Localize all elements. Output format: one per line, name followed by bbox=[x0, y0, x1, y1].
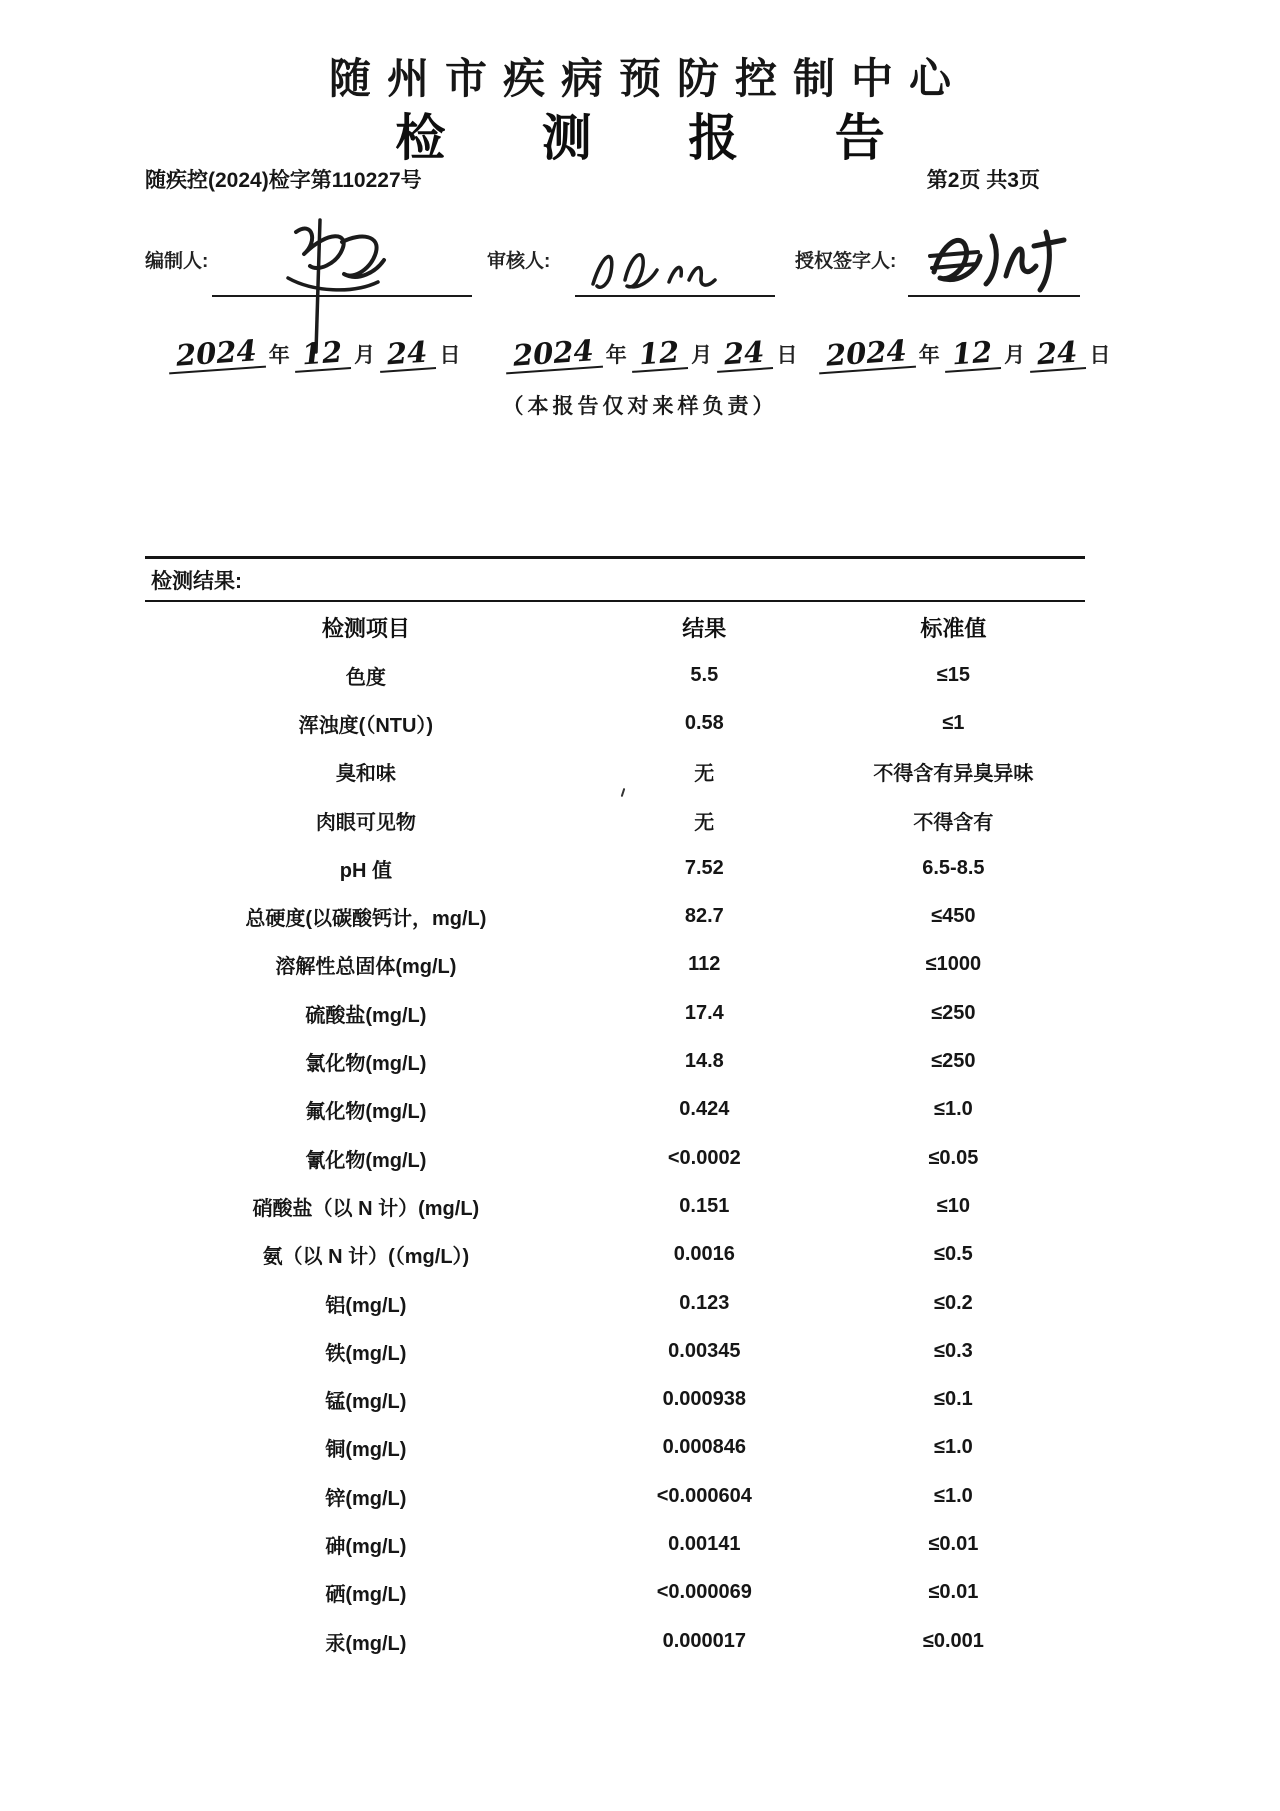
cell-standard: ≤0.01 bbox=[928, 1581, 979, 1604]
cell-result: 无 bbox=[694, 763, 715, 786]
table-row bbox=[145, 1231, 1085, 1279]
cell-standard: 不得含有 bbox=[913, 811, 994, 834]
table-row bbox=[145, 1520, 1085, 1568]
cell-item: 溶解性总固体(mg/L) bbox=[275, 956, 457, 979]
results-section-label: 检测结果: bbox=[151, 570, 242, 593]
org-name: 随州市疾病预防控制中心 bbox=[328, 57, 967, 103]
cell-standard: ≤0.001 bbox=[922, 1629, 984, 1652]
authorizer-label: 授权签字人: bbox=[795, 251, 897, 272]
authorizer-signature bbox=[922, 212, 1082, 304]
doc-number: 随疾控(2024)检字第110227号 bbox=[145, 169, 422, 192]
cell-result: 无 bbox=[694, 811, 715, 834]
report-title: 检 测 报 告 bbox=[395, 110, 927, 166]
preparer-date-year: 2024 bbox=[167, 335, 266, 375]
table-row bbox=[145, 651, 1085, 699]
cell-item: 臭和味 bbox=[335, 763, 396, 786]
cell-result: 0.424 bbox=[679, 1098, 730, 1121]
cell-result: 0.123 bbox=[679, 1291, 730, 1314]
table-row bbox=[145, 989, 1085, 1037]
cell-item: 氨（以 N 计）(（mg/L）) bbox=[262, 1246, 470, 1269]
table-row bbox=[145, 1086, 1085, 1134]
year-unit: 年 bbox=[268, 344, 290, 367]
cell-item: 铜(mg/L) bbox=[325, 1439, 407, 1462]
table-row bbox=[145, 1037, 1085, 1085]
cell-standard: ≤0.3 bbox=[934, 1339, 973, 1362]
preparer-date-day: 24 bbox=[378, 336, 437, 373]
cell-item: 氟化物(mg/L) bbox=[305, 1101, 427, 1124]
cell-standard: ≤250 bbox=[931, 1050, 976, 1073]
cell-item: 硫酸盐(mg/L) bbox=[305, 1004, 427, 1027]
table-row bbox=[145, 748, 1085, 796]
cell-result: 14.8 bbox=[684, 1050, 724, 1073]
cell-result: 0.00141 bbox=[668, 1532, 741, 1555]
table-row bbox=[145, 941, 1085, 989]
preparer-label: 编制人: bbox=[145, 251, 209, 272]
column-header-item: 检测项目 bbox=[321, 616, 410, 641]
cell-standard: 6.5-8.5 bbox=[922, 856, 985, 879]
table-row bbox=[145, 1617, 1085, 1665]
cell-result: 112 bbox=[688, 953, 721, 976]
table-row bbox=[145, 1472, 1085, 1520]
preparer-date-month: 12 bbox=[293, 336, 352, 373]
table-row bbox=[145, 796, 1085, 844]
cell-standard: ≤1 bbox=[942, 711, 965, 734]
cell-item: 锌(mg/L) bbox=[325, 1487, 407, 1510]
cell-standard: ≤0.5 bbox=[934, 1243, 973, 1266]
authorizer-date bbox=[818, 333, 1114, 373]
cell-item: 氰化物(mg/L) bbox=[305, 1149, 427, 1172]
cell-item: pH 值 bbox=[339, 859, 392, 882]
table-row bbox=[145, 1569, 1085, 1617]
table-row bbox=[145, 1424, 1085, 1472]
table-row bbox=[145, 1279, 1085, 1327]
authorizer-date-month: 12 bbox=[943, 336, 1002, 373]
cell-result: 7.52 bbox=[684, 856, 724, 879]
cell-result: 0.00345 bbox=[668, 1339, 741, 1362]
cell-result: 82.7 bbox=[684, 905, 724, 928]
cell-standard: ≤1.0 bbox=[934, 1098, 973, 1121]
cell-standard: ≤1000 bbox=[925, 953, 982, 976]
reviewer-date bbox=[505, 333, 801, 373]
table-row bbox=[145, 844, 1085, 892]
cell-item: 浑浊度(（NTU）) bbox=[298, 714, 434, 737]
cell-item: 硒(mg/L) bbox=[325, 1584, 407, 1607]
table-row bbox=[145, 892, 1085, 940]
cell-item: 铁(mg/L) bbox=[325, 1342, 407, 1365]
cell-result: <0.000604 bbox=[656, 1484, 752, 1507]
day-unit: 日 bbox=[776, 344, 798, 367]
cell-standard: ≤450 bbox=[931, 905, 976, 928]
month-unit: 月 bbox=[354, 344, 376, 367]
cell-result: 0.000846 bbox=[662, 1436, 746, 1459]
cell-standard: ≤0.05 bbox=[928, 1146, 979, 1169]
day-unit: 日 bbox=[1089, 344, 1111, 367]
month-unit: 月 bbox=[691, 344, 713, 367]
cell-item: 氯化物(mg/L) bbox=[305, 1053, 427, 1076]
cell-item: 锰(mg/L) bbox=[325, 1391, 407, 1414]
results-table-body bbox=[145, 651, 1085, 1665]
column-header-standard: 标准值 bbox=[920, 616, 987, 641]
cell-result: 0.000017 bbox=[662, 1629, 746, 1652]
year-unit: 年 bbox=[605, 344, 627, 367]
reviewer-label: 审核人: bbox=[487, 251, 551, 272]
report-scope-note: （本报告仅对来样负责） bbox=[502, 395, 778, 418]
reviewer-signature bbox=[585, 232, 735, 300]
cell-item: 肉眼可见物 bbox=[315, 811, 416, 834]
cell-standard: ≤15 bbox=[936, 663, 970, 686]
cell-standard: ≤1.0 bbox=[934, 1436, 973, 1459]
cell-item: 砷(mg/L) bbox=[325, 1535, 407, 1558]
table-row bbox=[145, 1327, 1085, 1375]
table-header-row bbox=[145, 602, 1085, 649]
results-section bbox=[145, 556, 1085, 1665]
reviewer-date-year: 2024 bbox=[504, 335, 603, 375]
cell-item: 硝酸盐（以 N 计）(mg/L) bbox=[252, 1197, 480, 1220]
cell-standard: ≤250 bbox=[931, 1001, 976, 1024]
cell-standard: ≤1.0 bbox=[934, 1484, 973, 1507]
reviewer-date-day: 24 bbox=[715, 336, 774, 373]
year-unit: 年 bbox=[918, 344, 940, 367]
cell-standard: ≤0.2 bbox=[934, 1291, 973, 1314]
cell-item: 色度 bbox=[345, 666, 386, 689]
cell-standard: ≤10 bbox=[936, 1194, 970, 1217]
table-row bbox=[145, 1182, 1085, 1230]
month-unit: 月 bbox=[1004, 344, 1026, 367]
page-indicator: 第2页 共3页 bbox=[926, 169, 1040, 192]
authorizer-date-day: 24 bbox=[1028, 336, 1087, 373]
column-header-result: 结果 bbox=[682, 616, 727, 641]
reviewer-date-month: 12 bbox=[630, 336, 689, 373]
table-row bbox=[145, 1134, 1085, 1182]
cell-result: <0.0002 bbox=[667, 1146, 741, 1169]
authorizer-date-year: 2024 bbox=[817, 335, 916, 375]
cell-standard: 不得含有异臭异味 bbox=[873, 763, 1034, 786]
cell-result: 0.58 bbox=[684, 711, 724, 734]
cell-item: 总硬度(以碳酸钙计，mg/L) bbox=[245, 908, 487, 931]
preparer-date bbox=[168, 333, 464, 373]
table-row bbox=[145, 1375, 1085, 1423]
cell-result: 0.000938 bbox=[662, 1388, 746, 1411]
day-unit: 日 bbox=[439, 344, 461, 367]
cell-result: <0.000069 bbox=[656, 1581, 752, 1604]
cell-item: 铝(mg/L) bbox=[325, 1294, 407, 1317]
cell-result: 0.151 bbox=[679, 1194, 730, 1217]
cell-result: 5.5 bbox=[690, 663, 719, 686]
cell-standard: ≤0.1 bbox=[934, 1388, 973, 1411]
cell-standard: ≤0.01 bbox=[928, 1532, 979, 1555]
doc-line bbox=[145, 164, 1040, 194]
table-row bbox=[145, 699, 1085, 747]
cell-item: 汞(mg/L) bbox=[325, 1632, 407, 1655]
cell-result: 0.0016 bbox=[673, 1243, 735, 1266]
cell-result: 17.4 bbox=[684, 1001, 724, 1024]
